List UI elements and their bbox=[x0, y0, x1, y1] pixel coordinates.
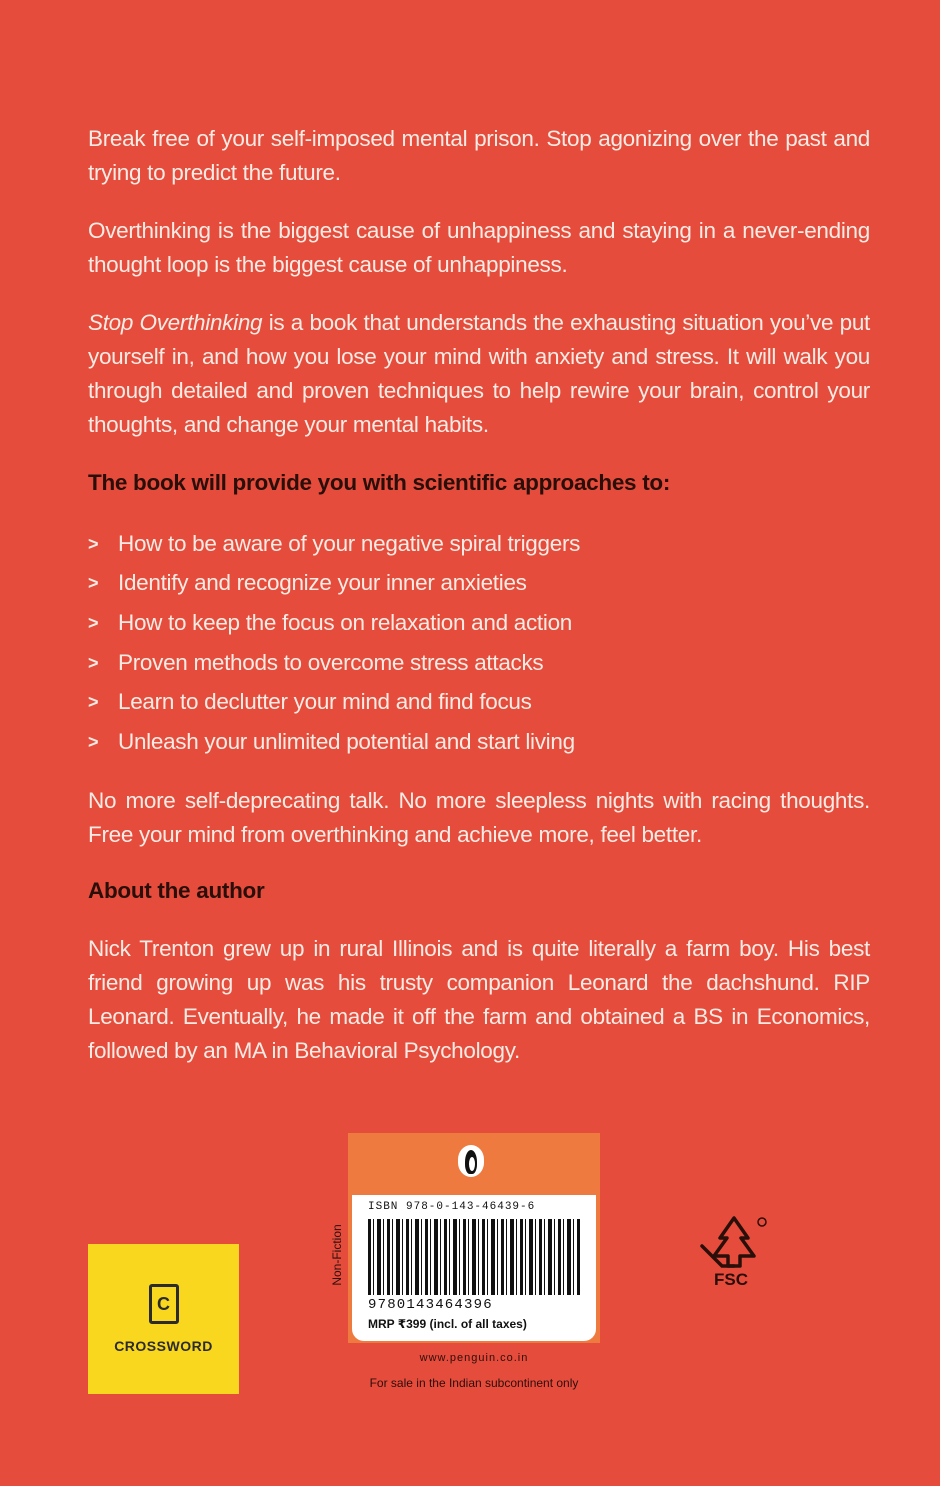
sale-note: For sale in the Indian subcontinent only bbox=[369, 1376, 579, 1390]
list-item-label: How to be aware of your negative spiral triggers bbox=[118, 530, 581, 556]
publisher-website: www.penguin.co.in bbox=[419, 1352, 529, 1364]
list-item-label: Learn to declutter your mind and find focus bbox=[118, 689, 532, 715]
chevron-right-icon: > bbox=[88, 731, 99, 752]
fsc-label: FSC bbox=[714, 1270, 748, 1289]
list-item bbox=[88, 564, 870, 604]
list-item bbox=[88, 603, 870, 643]
closing-paragraph: No more self-deprecating talk. No more sleepless nights with racing thoughts. Free your mind from overthinking and achieve more, feel better. bbox=[88, 787, 870, 847]
barcode-panel bbox=[348, 1133, 600, 1343]
list-item-label: Unleash your unlimited potential and start living bbox=[118, 728, 575, 754]
description-paragraph bbox=[88, 306, 870, 442]
chevron-right-icon: > bbox=[88, 533, 99, 554]
list-item bbox=[88, 524, 870, 564]
approaches-list bbox=[88, 524, 870, 762]
book-blurb bbox=[88, 122, 870, 1092]
list-item-label: Identify and recognize your inner anxieties bbox=[118, 570, 527, 596]
price-text: MRP ₹399 (incl. of all taxes) bbox=[368, 1317, 527, 1331]
list-item-label: How to keep the focus on relaxation and action bbox=[118, 609, 572, 635]
author-heading: About the author bbox=[88, 877, 265, 903]
chevron-right-icon: > bbox=[88, 612, 99, 633]
approaches-heading: The book will provide you with scientific approaches to: bbox=[88, 470, 671, 495]
barcode-number: 9780143464396 bbox=[368, 1297, 493, 1313]
overthinking-paragraph: Overthinking is the biggest cause of unhappiness and staying in a never-ending thought loop is the biggest cause of unhappiness. bbox=[88, 218, 870, 277]
penguin-logo-icon bbox=[458, 1145, 484, 1177]
crossword-logo bbox=[88, 1244, 239, 1394]
crossword-label: CROSSWORD bbox=[114, 1338, 213, 1354]
list-item bbox=[88, 722, 870, 762]
barcode-card bbox=[352, 1195, 596, 1341]
author-bio: Nick Trenton grew up in rural Illinois and is quite literally a farm boy. His best friend growing up was his trusty companion Leonard the dachshund. RIP Leonard. Eventually, he made it off the farm and obtained a BS in Economics, followed by an MA in Behavioral Psychology. bbox=[88, 935, 870, 1063]
chevron-right-icon: > bbox=[88, 573, 99, 594]
intro-paragraph: Break free of your self-imposed mental prison. Stop agonizing over the past and trying to predict the future. bbox=[88, 126, 870, 185]
chevron-right-icon: > bbox=[88, 652, 99, 673]
book-description: is a book that understands the exhausting situation you’ve put yourself in, and how you lose your mind with anxiety and stress. It will walk you through detailed and proven techniques to help rewire your brain, control your thoughts, and change your mental habits. bbox=[88, 310, 870, 437]
isbn-text: ISBN 978-0-143-46439-6 bbox=[368, 1201, 536, 1213]
list-item bbox=[88, 682, 870, 722]
list-item-label: Proven methods to overcome stress attacks bbox=[118, 649, 544, 675]
category-text: Non-Fiction bbox=[330, 1224, 344, 1286]
list-item bbox=[88, 643, 870, 683]
chevron-right-icon: > bbox=[88, 692, 99, 713]
book-title: Stop Overthinking bbox=[88, 310, 263, 335]
barcode bbox=[368, 1219, 580, 1295]
crossword-book-icon: C bbox=[149, 1284, 179, 1324]
